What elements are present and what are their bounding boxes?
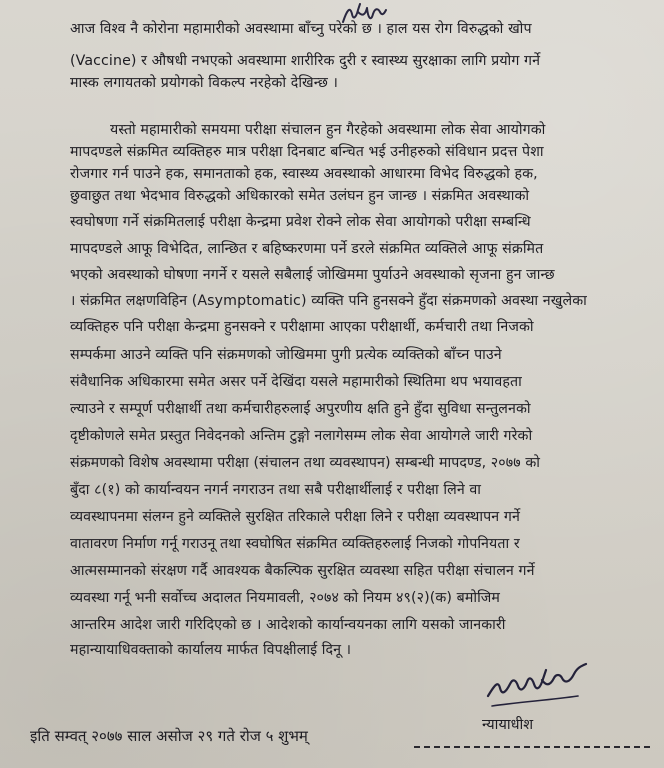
text-line-8: स्वघोषणा गर्ने संक्रमितलाई परीक्षा केन्द्रमा प्रवेश रोक्ने लोक सेवा आयोगको परीक्षा सम्बन्धि bbox=[70, 214, 531, 230]
text-line-10: भएको अवस्थाको घोषणा नगर्ने र यसले सबैलाई जोखिममा पुर्याउने अवस्थाको सृजना हुन जान्छ bbox=[70, 267, 555, 283]
text-line-18: बुँदा ८(१) को कार्यान्वयन नगर्न नगराउन तथा सबै परीक्षार्थीलाई र परीक्षा लिने वा bbox=[70, 482, 482, 498]
text-line-1: आज विश्व नै कोरोना महामारीको अवस्थामा बाँच्नु परेको छ । हाल यस रोग विरुद्धको खोप bbox=[70, 21, 532, 37]
text-line-6: रोजगार गर्न पाउने हक, समानताको हक, स्वास्थ्य अवस्थाको आधारमा विभेद विरुद्धको हक, bbox=[70, 166, 538, 182]
text-line-5: मापदण्डले संक्रमित व्यक्तिहरु मात्र परीक्षा दिनबाट बन्चित भई उनीहरुको संविधान प्रदत्त पेशा bbox=[70, 144, 544, 160]
text-line-13: सम्पर्कमा आउने व्यक्ति पनि संक्रमणको जोखिममा पुगी प्रत्येक व्यक्तिको बाँच्न पाउने bbox=[70, 347, 502, 363]
text-line-21: आत्मसम्मानको संरक्षण गर्दै आवश्यक बैकल्पिक सुरक्षित व्यवस्था सहित परीक्षा संचालन गर्ने bbox=[70, 563, 535, 579]
text-line-14: संवैधानिक अधिकारमा समेत असर पर्ने देखिंदा यसले महामारीको स्थितिमा थप भयावहता bbox=[70, 374, 522, 390]
text-line-4: यस्तो महामारीको समयमा परीक्षा संचालन हुन गैरहेको अवस्थामा लोक सेवा आयोगको bbox=[110, 122, 546, 138]
text-line-2: (Vaccine) र औषधी नभएको अवस्थामा शारीरिक दुरी र स्वास्थ्य सुरक्षाका लागि प्रयोग गर्ने bbox=[70, 53, 541, 69]
text-line-9: मापदण्डले आफू विभेदित, लान्छित र बहिष्करणमा पर्ने डरले संक्रमित व्यक्तिले आफू संक्रमित bbox=[70, 241, 544, 257]
text-line-11: । संक्रमित लक्षणविहिन (Asymptomatic) व्यक्ति पनि हुनसक्ने हुँदा संक्रमणको अवस्था नखुलेका bbox=[70, 293, 587, 309]
text-line-17: संक्रमणको विशेष अवस्थामा परीक्षा (संचालन तथा व्यवस्थापन) सम्बन्धी मापदण्ड, २०७७ को bbox=[70, 455, 540, 471]
text-line-24: महान्यायाधिवक्ताको कार्यालय मार्फत विपक्षीलाई दिनू । bbox=[70, 642, 352, 658]
judge-signature-mark bbox=[480, 656, 600, 716]
dashed-line bbox=[414, 746, 650, 748]
text-line-22: व्यवस्था गर्नू भनी सर्वोच्च अदालत नियमावली, २०७४ को नियम ४९(२)(क) बमोजिम bbox=[70, 590, 500, 606]
text-line-23: आन्तरिम आदेश जारी गरिदिएको छ । आदेशको कार्यान्वयनका लागि यसको जानकारी bbox=[70, 617, 506, 633]
signature-title: न्यायाधीश bbox=[482, 717, 534, 733]
date-line: इति सम्वत् २०७७ साल असोज २९ गते रोज ५ शुभम् bbox=[30, 727, 308, 745]
text-line-20: वातावरण निर्माण गर्नू गराउनू तथा स्वघोषित संक्रमित व्यक्तिहरुलाई निजको गोपनियता र bbox=[70, 536, 520, 552]
handwritten-initials-mark bbox=[340, 0, 388, 28]
text-line-19: व्यवस्थापनमा संलग्न हुने व्यक्तिले सुरक्षित तरिकाले परीक्षा लिने र परीक्षा व्यवस्थापन गर्ने bbox=[70, 509, 520, 525]
text-line-7: छुवाछुत तथा भेदभाव विरुद्धको अधिकारको समेत उलंघन हुन जान्छ । संक्रमित अवस्थाको bbox=[70, 188, 530, 204]
text-line-16: दृष्टीकोणले समेत प्रस्तुत निवेदनको अन्तिम टुङ्गो नलागेसम्म लोक सेवा आयोगले जारी गरेको bbox=[70, 428, 533, 444]
text-line-3: मास्क लगायतको प्रयोगको विकल्प नरहेको देखिन्छ । bbox=[70, 75, 339, 91]
text-line-12: व्यक्तिहरु पनि परीक्षा केन्द्रमा हुनसक्ने र परीक्षामा आएका परीक्षार्थी, कर्मचारी तथा निजको bbox=[70, 319, 534, 335]
text-line-15: ल्याउने र सम्पूर्ण परीक्षार्थी तथा कर्मचारीहरुलाई अपुरणीय क्षति हुने हुँदा सुविधा सन्तुलनको bbox=[70, 401, 531, 417]
